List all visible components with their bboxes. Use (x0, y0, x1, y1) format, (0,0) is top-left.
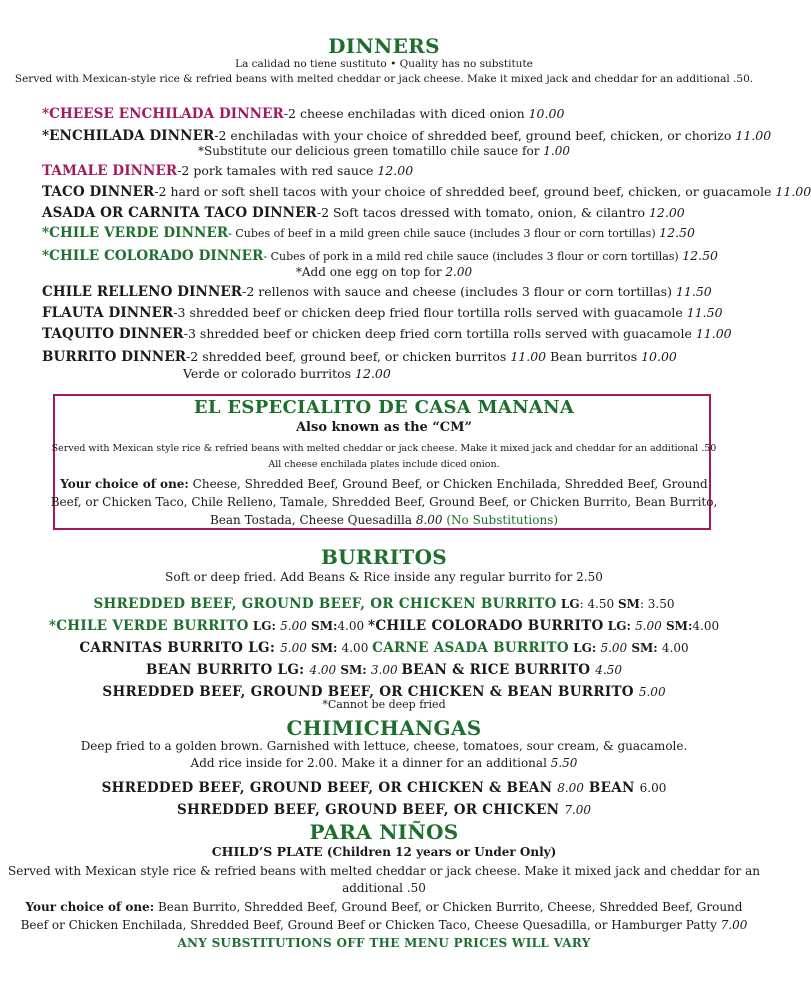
dinner-item (42, 302, 723, 324)
chile-colorado-lg: LG: (603, 619, 636, 633)
chile-colorado-sm-price: 4.00 (692, 619, 720, 633)
dinner-item-name: CHEESE ENCHILADA DINNER (49, 106, 284, 122)
burrito-row-1-sm: SM (617, 597, 640, 611)
childs-plate-line (0, 844, 768, 859)
dinner-note-price: 1.00 (543, 144, 570, 158)
carne-asada-lg: LG: (568, 641, 601, 655)
dinner-item-desc: - Cubes of pork in a mild red chile sauce (includes 3 flour or corn tortillas) (263, 250, 683, 263)
dinner-star: * (42, 106, 50, 122)
burrito-row-1-lg-price: : 4.50 (579, 597, 618, 611)
carne-asada-lg-price: 5.00 (600, 641, 628, 655)
chimichangas-sub-2 (0, 756, 768, 770)
carnitas-lg-price: 5.00 (280, 641, 307, 655)
dinner-item-desc: -3 shredded beef or chicken deep fried flour tortilla rolls served with guacamole (173, 305, 687, 320)
bean-burrito-sm: SM: (336, 663, 371, 677)
dinner-note-text: *Substitute our delicious green tomatillo chile sauce for (198, 144, 544, 158)
bean-rice-burrito-name: BEAN & RICE BURRITO (401, 662, 596, 678)
burrito-row-3 (0, 637, 768, 656)
burrito-row-1-lg: LG (556, 597, 580, 611)
dinner-item-price: 12.50 (682, 248, 719, 263)
dinner-item-price: 12.00 (377, 163, 414, 178)
chimi-combo-name: SHREDDED BEEF, GROUND BEEF, OR CHICKEN & BEAN (101, 780, 558, 796)
especialito-choice-2: Beef, or Chicken Taco, Chile Relleno, Tamale, Shredded Beef, Ground Beef, or Chicken Burrito, Bean Burrito, (50, 495, 718, 509)
especialito-choice-line-3 (0, 513, 768, 527)
dinner-item-name: BURRITO DINNER (42, 349, 187, 365)
dinner-item-price: 12.00 (648, 205, 685, 220)
ninos-choice-line-1 (0, 900, 768, 914)
dinner-item (42, 323, 732, 345)
dinner-item-price: 11.00 (510, 349, 547, 364)
carne-asada-sm-price: 4.00 (661, 641, 689, 655)
dinner-item-desc: -2 pork tamales with red sauce (177, 163, 378, 178)
carne-asada-sm: SM: (627, 641, 662, 655)
chile-verde-burrito-name: *CHILE VERDE BURRITO (48, 618, 249, 634)
dinner-note-text: *Add one egg on top for (295, 265, 446, 279)
dinner-note (0, 144, 768, 158)
especialito-choice-1: Cheese, Shredded Beef, Ground Beef, or Chicken Enchilada, Shredded Beef, Ground (188, 477, 708, 491)
dinner-item-name: TAMALE DINNER (42, 163, 178, 179)
chile-verde-sm: SM: (306, 619, 338, 633)
chimi-bean-price: 6.00 (639, 781, 667, 795)
carne-asada-burrito-name: CARNE ASADA BURRITO (372, 640, 569, 656)
no-substitutions: (No Substitutions) (446, 513, 559, 527)
dinner-item (42, 181, 811, 203)
chile-colorado-burrito-name: *CHILE COLORADO BURRITO (367, 618, 604, 634)
burrito-row-4 (0, 659, 768, 678)
dinner-item-price: 11.50 (675, 284, 712, 299)
cannot-deep-fry-note: *Cannot be deep fried (322, 698, 446, 711)
burrito-row-2 (0, 615, 768, 634)
dinner-item-price: 12.50 (659, 225, 695, 240)
burrito-row-1-sm-price: : 3.50 (639, 597, 675, 611)
dinner-item (42, 245, 718, 267)
dinner-item (42, 103, 564, 125)
dinner-item-desc: - Cubes of beef in a mild green chile sauce (includes 3 flour or corn tortillas) (228, 227, 660, 240)
especialito-title: EL ESPECIALITO DE CASA MANANA (193, 397, 575, 418)
dinner-item (42, 160, 413, 182)
dinner-item-desc: -2 cheese enchiladas with diced onion (283, 106, 529, 121)
dinner-item-price: 10.00 (528, 106, 565, 121)
dinner-item-price: 11.50 (686, 305, 723, 320)
dinner-item-desc: -2 rellenos with sauce and cheese (includes 3 flour or corn tortillas) (242, 284, 676, 299)
chile-verde-lg-price: 5.00 (280, 619, 307, 633)
dinner-note (183, 366, 391, 381)
dinner-item-name: TAQUITO DINNER (42, 326, 184, 342)
dinner-star: * (42, 128, 50, 144)
dinner-item-desc: -2 shredded beef, ground beef, or chicken burritos (186, 349, 511, 364)
dinner-star: * (42, 248, 50, 264)
combo-bean-burrito-name: SHREDDED BEEF, GROUND BEEF, OR CHICKEN & BEAN BURRITO (102, 684, 639, 700)
dinner-item-extra: Bean burritos (546, 349, 642, 364)
ninos-served-2: additional .50 (342, 881, 426, 895)
dinner-item (42, 222, 695, 244)
dinner-item-price: 11.00 (775, 184, 811, 199)
ninos-choice-label: Your choice of one: (25, 900, 155, 914)
dinner-item-name: FLAUTA DINNER (42, 305, 174, 321)
chimi-meat-name: SHREDDED BEEF, GROUND BEEF, OR CHICKEN (176, 802, 565, 818)
dinners-title: DINNERS (328, 34, 440, 58)
burritos-sub: Soft or deep fried. Add Beans & Rice inside any regular burrito for 2.50 (165, 570, 603, 584)
burritos-title: BURRITOS (320, 545, 448, 569)
ninos-choice-1: Bean Burrito, Shredded Beef, Ground Beef, or Chicken Burrito, Cheese, Shredded Beef, Ground (154, 900, 743, 914)
chile-verde-lg: LG: (248, 619, 281, 633)
chimi-meat-price: 7.00 (564, 803, 592, 817)
chimi-combo-price: 8.00 (557, 781, 584, 795)
especialito-served: Served with Mexican style rice & refried beans with melted cheddar or jack cheese. Make it mixed jack and cheddar for an additional .50 (51, 443, 717, 454)
especialito-price: 8.00 (415, 513, 443, 527)
childs-plate-title: CHILD’S PLATE (211, 844, 323, 859)
dinner-item (42, 202, 685, 224)
bean-rice-burrito-price: 4.50 (595, 663, 622, 677)
especialito-aka: Also known as the “CM” (295, 420, 473, 435)
dinner-item-desc: -2 hard or soft shell tacos with your choice of shredded beef, ground beef, chicken, or guacamole (154, 184, 776, 199)
dinner-item-name: CHILE VERDE DINNER (49, 225, 229, 241)
burrito-row-1 (0, 593, 768, 612)
dinner-item-extra-price: 10.00 (641, 349, 677, 364)
chimi-bean-name: BEAN (583, 780, 640, 796)
dinners-served-note: Served with Mexican-style rice & refried beans with melted cheddar or jack cheese. Make it mixed jack and cheddar for an additional .50. (14, 73, 754, 85)
dinner-item-name: TACO DINNER (42, 184, 155, 200)
dinner-item-price: 11.00 (695, 326, 732, 341)
dinner-star: * (42, 225, 50, 241)
bean-burrito-name: BEAN BURRITO LG: (145, 662, 310, 678)
burrito-row-1-name: SHREDDED BEEF, GROUND BEEF, OR CHICKEN BURRITO (93, 596, 557, 612)
especialito-choice-3: Bean Tostada, Cheese Quesadilla (209, 513, 416, 527)
chimi-row-1 (0, 777, 768, 796)
dinner-note-text: Verde or colorado burritos (183, 366, 356, 381)
chimichangas-sub-2-text: Add rice inside for 2.00. Make it a dinner for an additional (190, 756, 551, 770)
especialito-choice-line-1 (0, 477, 768, 491)
dinners-tagline: La calidad no tiene sustituto • Quality has no substitute (235, 58, 533, 70)
substitutions-footer: ANY SUBSTITUTIONS OFF THE MENU PRICES WILL VARY (177, 936, 591, 950)
dinner-item-desc: -2 Soft tacos dressed with tomato, onion, & cilantro (316, 205, 649, 220)
dinner-item-name: ASADA OR CARNITA TACO DINNER (42, 205, 317, 221)
combo-bean-burrito-price: 5.00 (638, 685, 666, 699)
ninos-title: PARA NIÑOS (309, 820, 459, 844)
especialito-onion: All cheese enchilada plates include diced onion. (268, 459, 500, 470)
chimichangas-sub-1: Deep fried to a golden brown. Garnished with lettuce, cheese, tomatoes, sour cream, & guacamole. (80, 739, 688, 753)
chimichangas-title: CHIMICHANGAS (286, 716, 482, 740)
dinner-item-name: ENCHILADA DINNER (49, 128, 215, 144)
dinner-note-price: 2.00 (445, 265, 473, 279)
ninos-choice-line-2 (0, 918, 768, 932)
carnitas-sm: SM: (306, 641, 342, 655)
carnitas-burrito-name: CARNITAS BURRITO LG: (79, 640, 281, 656)
dinner-item-desc: -3 shredded beef or chicken deep fried corn tortilla rolls served with guacamole (183, 326, 696, 341)
dinner-item-name: CHILE RELLENO DINNER (42, 284, 243, 300)
ninos-choice-2: Beef or Chicken Enchilada, Shredded Beef, Ground Beef or Chicken Taco, Cheese Quesadilla, or Hamburger Patty (20, 918, 721, 932)
dinner-item-name: CHILE COLORADO DINNER (49, 248, 264, 264)
dinner-note-price: 12.00 (355, 366, 391, 381)
chile-colorado-sm: SM: (661, 619, 693, 633)
ninos-price: 7.00 (720, 918, 748, 932)
chimichangas-dinner-price: 5.50 (550, 756, 578, 770)
dinner-item-price: 11.00 (735, 128, 772, 143)
bean-burrito-lg-price: 4.00 (309, 663, 337, 677)
dinner-item (42, 346, 677, 368)
chile-verde-sm-price: 4.00 (337, 619, 368, 633)
especialito-choice-label: Your choice of one: (60, 477, 189, 491)
chile-colorado-lg-price: 5.00 (635, 619, 662, 633)
bean-burrito-sm-price: 3.00 (370, 663, 402, 677)
dinner-item (42, 281, 712, 303)
carnitas-sm-price: 4.00 (341, 641, 373, 655)
ninos-served-1: Served with Mexican style rice & refried beans with melted cheddar or jack cheese. Make it mixed jack and cheddar for an (8, 864, 760, 878)
dinner-note (0, 265, 768, 279)
dinner-item-desc: -2 enchiladas with your choice of shredded beef, ground beef, chicken, or chorizo (214, 128, 736, 143)
chimi-row-2 (0, 799, 768, 818)
childs-plate-sub: (Children 12 years or Under Only) (322, 845, 557, 859)
